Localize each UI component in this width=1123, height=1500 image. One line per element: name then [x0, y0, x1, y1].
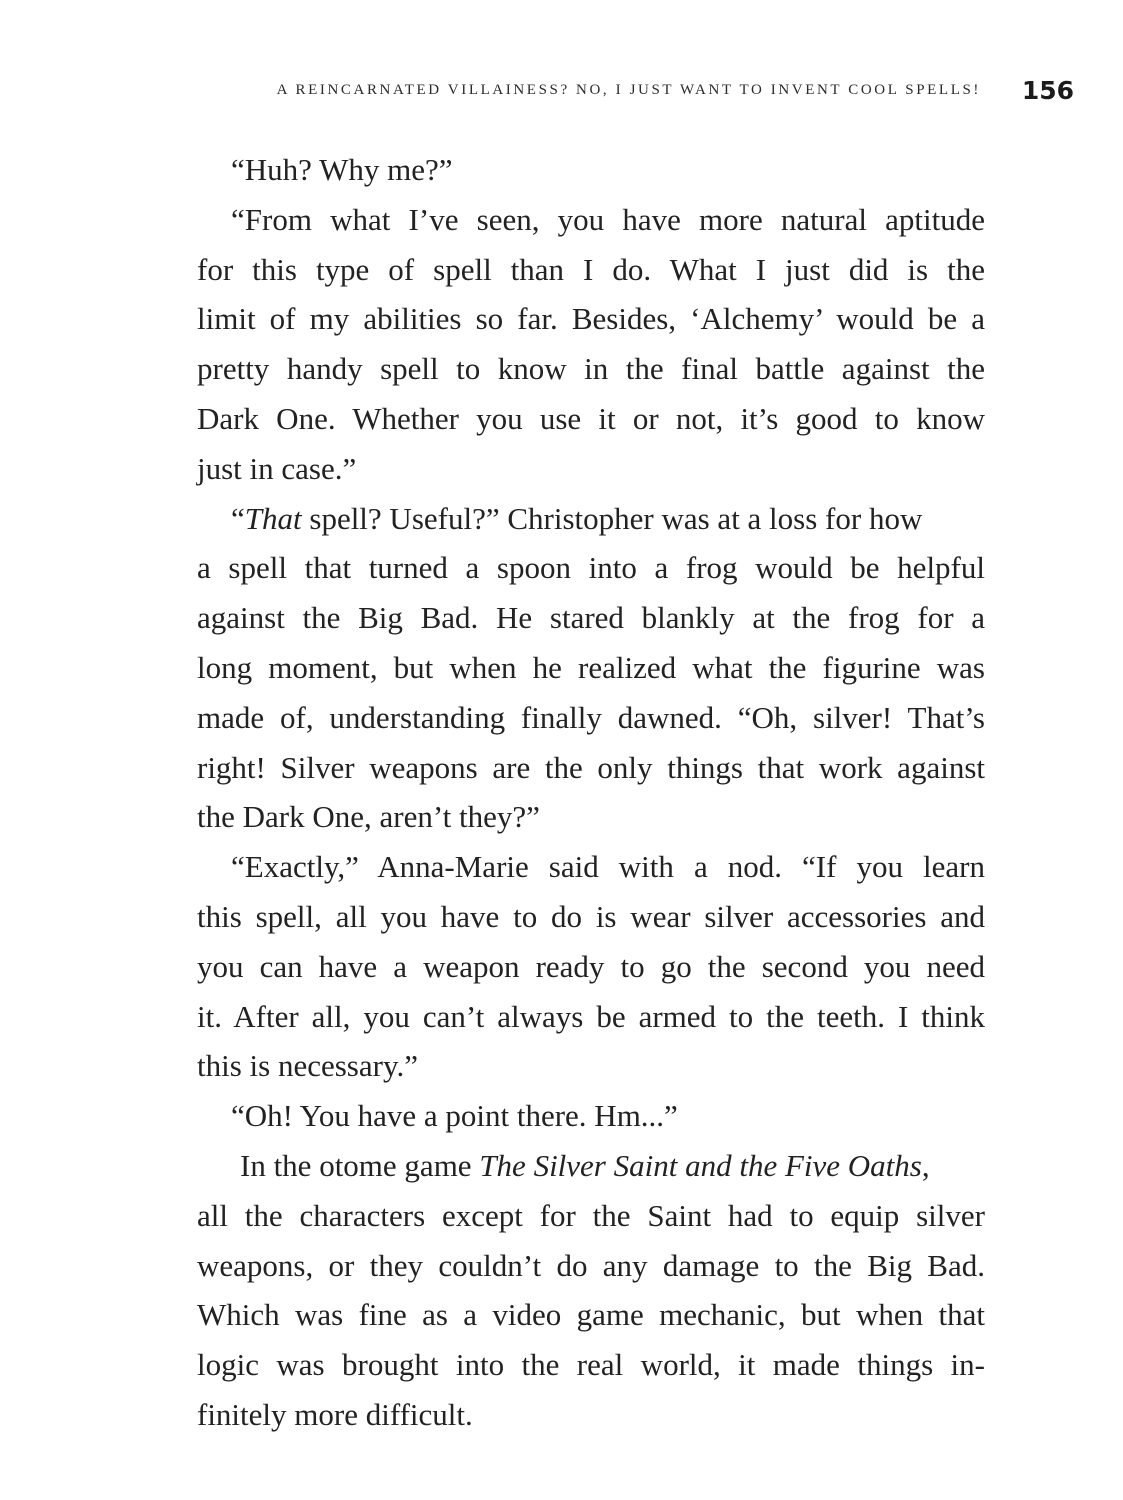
book-title: The Silver Saint and the Five Oaths	[479, 1147, 922, 1183]
text-line: right! Silver weapons are the only things that work against	[197, 749, 985, 785]
text-line: limit of my abilities so far. Besides, ‘Alchemy’ would be a	[197, 301, 985, 337]
text-line: finitely more difficult.	[197, 1396, 473, 1432]
text-line: against the Big Bad. He stared blankly at the frog for a	[197, 600, 985, 636]
text-line: Dark One. Whether you use it or not, it’s good to know	[197, 400, 985, 436]
text-line: it. After all, you can’t always be armed to the teeth. I think	[197, 998, 985, 1034]
text-line: you can have a weapon ready to go the second you need	[197, 948, 985, 984]
text-line: Which was fine as a video game mechanic, but when that	[197, 1297, 985, 1333]
text-line: logic was brought into the real world, it made things in-	[197, 1347, 985, 1383]
text-line: all the characters except for the Saint had to equip silver	[197, 1197, 985, 1233]
text-line: pretty handy spell to know in the final battle against the	[197, 351, 985, 387]
running-head	[0, 78, 1123, 108]
text-line: a spell that turned a spoon into a frog would be helpful	[197, 550, 985, 586]
body-text	[197, 145, 985, 1440]
text-segment: “	[231, 500, 245, 536]
page-number: 156	[1021, 76, 1074, 105]
text-line: just in case.”	[197, 450, 357, 486]
text-line: “Huh? Why me?”	[231, 152, 453, 187]
text-line: weapons, or they couldn’t do any damage to the Big Bad.	[197, 1247, 985, 1283]
text-line: the Dark One, aren’t they?”	[197, 799, 540, 835]
text-line: “Exactly,” Anna-Marie said with a nod. “If you learn	[231, 849, 985, 885]
running-title: A REINCARNATED VILLAINESS? NO, I JUST WANT TO INVENT COOL SPELLS!	[276, 82, 981, 98]
text-line: made of, understanding finally dawned. “Oh, silver! That’s	[197, 699, 985, 735]
text-line: for this type of spell than I do. What I just did is the	[197, 251, 985, 287]
text-line: “Oh! You have a point there. Hm...”	[231, 1098, 678, 1134]
text-line: “From what I’ve seen, you have more natural aptitude	[231, 201, 985, 237]
italic-text: That	[244, 500, 302, 536]
text-line: long moment, but when he realized what the figurine was	[197, 649, 985, 685]
text-line: this spell, all you have to do is wear silver accessories and	[197, 898, 985, 934]
text-segment: ,	[921, 1147, 930, 1183]
text-line: this is necessary.”	[197, 1048, 418, 1084]
text-line	[197, 494, 985, 544]
text-segment: In the otome game	[240, 1147, 480, 1183]
text-line	[197, 1141, 985, 1191]
text-segment: spell? Useful?” Christopher was at a loss for how	[301, 500, 923, 536]
